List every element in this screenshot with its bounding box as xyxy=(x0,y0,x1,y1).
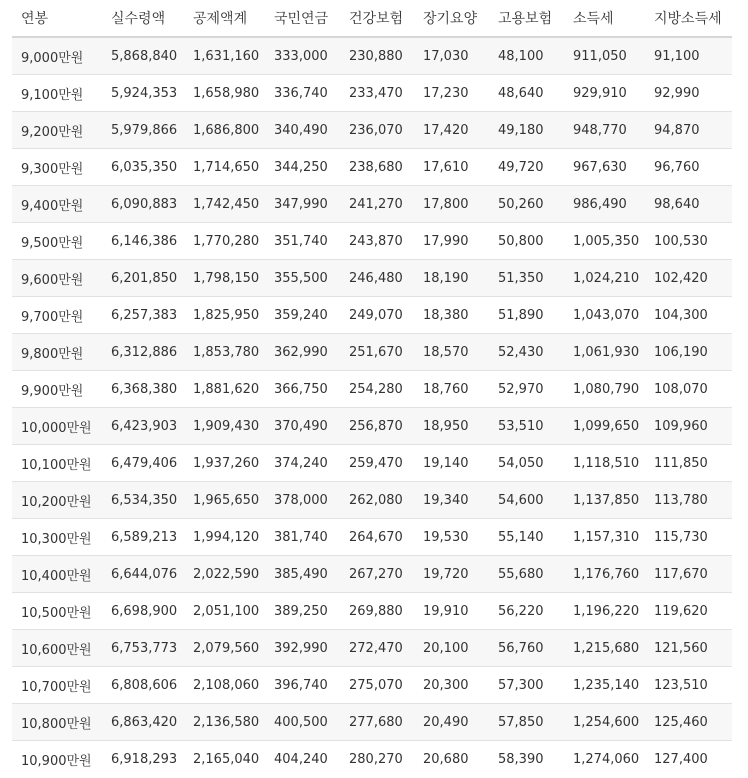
table-cell: 9,900만원 xyxy=(12,371,102,408)
table-cell: 381,740 xyxy=(265,519,340,556)
table-cell: 241,270 xyxy=(340,186,414,223)
table-cell: 56,760 xyxy=(489,630,564,667)
table-cell: 5,979,866 xyxy=(102,112,184,149)
table-cell: 10,100만원 xyxy=(12,445,102,482)
table-cell: 20,100 xyxy=(414,630,489,667)
table-cell: 344,250 xyxy=(265,149,340,186)
table-cell: 104,300 xyxy=(645,297,732,334)
table-cell: 366,750 xyxy=(265,371,340,408)
table-row xyxy=(12,75,732,112)
table-cell: 17,420 xyxy=(414,112,489,149)
table-cell: 262,080 xyxy=(340,482,414,519)
table-cell: 48,100 xyxy=(489,37,564,75)
table-cell: 264,670 xyxy=(340,519,414,556)
table-cell: 6,146,386 xyxy=(102,223,184,260)
table-cell: 19,910 xyxy=(414,593,489,630)
table-cell: 2,165,040 xyxy=(184,741,265,778)
table-cell: 333,000 xyxy=(265,37,340,75)
table-row xyxy=(12,482,732,519)
table-cell: 109,960 xyxy=(645,408,732,445)
table-row xyxy=(12,297,732,334)
table-cell: 400,500 xyxy=(265,704,340,741)
table-cell: 10,700만원 xyxy=(12,667,102,704)
table-cell: 56,220 xyxy=(489,593,564,630)
table-cell: 251,670 xyxy=(340,334,414,371)
table-cell: 102,420 xyxy=(645,260,732,297)
table-cell: 108,070 xyxy=(645,371,732,408)
table-cell: 20,680 xyxy=(414,741,489,778)
table-cell: 355,500 xyxy=(265,260,340,297)
table-cell: 55,140 xyxy=(489,519,564,556)
table-cell: 6,863,420 xyxy=(102,704,184,741)
table-cell: 1,196,220 xyxy=(564,593,645,630)
table-cell: 54,050 xyxy=(489,445,564,482)
table-cell: 10,300만원 xyxy=(12,519,102,556)
table-cell: 10,400만원 xyxy=(12,556,102,593)
table-row xyxy=(12,223,732,260)
table-cell: 20,490 xyxy=(414,704,489,741)
table-cell: 92,990 xyxy=(645,75,732,112)
table-cell: 51,350 xyxy=(489,260,564,297)
header-salary: 연봉 xyxy=(12,0,102,37)
table-cell: 6,035,350 xyxy=(102,149,184,186)
table-cell: 1,235,140 xyxy=(564,667,645,704)
table-cell: 1,658,980 xyxy=(184,75,265,112)
table-cell: 280,270 xyxy=(340,741,414,778)
table-cell: 243,870 xyxy=(340,223,414,260)
table-cell: 19,720 xyxy=(414,556,489,593)
header-health-insurance: 건강보험 xyxy=(340,0,414,37)
table-cell: 54,600 xyxy=(489,482,564,519)
table-cell: 1,714,650 xyxy=(184,149,265,186)
table-cell: 929,910 xyxy=(564,75,645,112)
table-cell: 111,850 xyxy=(645,445,732,482)
table-cell: 396,740 xyxy=(265,667,340,704)
table-row xyxy=(12,112,732,149)
table-cell: 267,270 xyxy=(340,556,414,593)
table-cell: 911,050 xyxy=(564,37,645,75)
table-cell: 2,051,100 xyxy=(184,593,265,630)
table-cell: 121,560 xyxy=(645,630,732,667)
table-cell: 9,300만원 xyxy=(12,149,102,186)
table-cell: 57,300 xyxy=(489,667,564,704)
table-cell: 1,825,950 xyxy=(184,297,265,334)
table-cell: 91,100 xyxy=(645,37,732,75)
table-cell: 362,990 xyxy=(265,334,340,371)
table-cell: 18,760 xyxy=(414,371,489,408)
table-cell: 10,800만원 xyxy=(12,704,102,741)
table-cell: 57,850 xyxy=(489,704,564,741)
table-cell: 1,024,210 xyxy=(564,260,645,297)
table-cell: 5,868,840 xyxy=(102,37,184,75)
table-cell: 347,990 xyxy=(265,186,340,223)
table-cell: 17,800 xyxy=(414,186,489,223)
table-cell: 19,530 xyxy=(414,519,489,556)
table-cell: 19,340 xyxy=(414,482,489,519)
table-row xyxy=(12,408,732,445)
table-cell: 236,070 xyxy=(340,112,414,149)
table-cell: 389,250 xyxy=(265,593,340,630)
table-cell: 404,240 xyxy=(265,741,340,778)
table-cell: 6,368,380 xyxy=(102,371,184,408)
table-row xyxy=(12,149,732,186)
table-cell: 6,201,850 xyxy=(102,260,184,297)
table-cell: 125,460 xyxy=(645,704,732,741)
table-cell: 1,099,650 xyxy=(564,408,645,445)
table-cell: 18,570 xyxy=(414,334,489,371)
table-cell: 1,274,060 xyxy=(564,741,645,778)
table-cell: 238,680 xyxy=(340,149,414,186)
table-row xyxy=(12,334,732,371)
table-cell: 58,390 xyxy=(489,741,564,778)
header-long-term-care: 장기요양 xyxy=(414,0,489,37)
table-cell: 10,000만원 xyxy=(12,408,102,445)
table-row xyxy=(12,704,732,741)
table-row xyxy=(12,556,732,593)
table-cell: 1,937,260 xyxy=(184,445,265,482)
table-cell: 272,470 xyxy=(340,630,414,667)
table-cell: 6,698,900 xyxy=(102,593,184,630)
table-cell: 1,686,800 xyxy=(184,112,265,149)
table-row xyxy=(12,37,732,75)
table-cell: 1,043,070 xyxy=(564,297,645,334)
table-cell: 2,136,580 xyxy=(184,704,265,741)
table-cell: 1,742,450 xyxy=(184,186,265,223)
table-cell: 233,470 xyxy=(340,75,414,112)
table-cell: 370,490 xyxy=(265,408,340,445)
header-net-pay: 실수령액 xyxy=(102,0,184,37)
table-cell: 6,534,350 xyxy=(102,482,184,519)
table-cell: 6,589,213 xyxy=(102,519,184,556)
table-cell: 17,610 xyxy=(414,149,489,186)
table-row xyxy=(12,519,732,556)
table-cell: 359,240 xyxy=(265,297,340,334)
table-cell: 378,000 xyxy=(265,482,340,519)
table-cell: 6,423,903 xyxy=(102,408,184,445)
table-cell: 94,870 xyxy=(645,112,732,149)
table-cell: 275,070 xyxy=(340,667,414,704)
header-employment-insurance: 고용보험 xyxy=(489,0,564,37)
table-cell: 1,061,930 xyxy=(564,334,645,371)
table-cell: 119,620 xyxy=(645,593,732,630)
table-row xyxy=(12,445,732,482)
table-cell: 9,700만원 xyxy=(12,297,102,334)
table-cell: 6,808,606 xyxy=(102,667,184,704)
table-cell: 49,180 xyxy=(489,112,564,149)
table-row xyxy=(12,186,732,223)
table-row xyxy=(12,741,732,778)
table-cell: 6,644,076 xyxy=(102,556,184,593)
table-cell: 1,118,510 xyxy=(564,445,645,482)
table-cell: 254,280 xyxy=(340,371,414,408)
table-cell: 1,176,760 xyxy=(564,556,645,593)
table-cell: 96,760 xyxy=(645,149,732,186)
table-cell: 2,022,590 xyxy=(184,556,265,593)
table-cell: 259,470 xyxy=(340,445,414,482)
table-cell: 18,380 xyxy=(414,297,489,334)
table-cell: 1,005,350 xyxy=(564,223,645,260)
table-cell: 106,190 xyxy=(645,334,732,371)
table-row xyxy=(12,630,732,667)
table-cell: 1,770,280 xyxy=(184,223,265,260)
table-cell: 230,880 xyxy=(340,37,414,75)
table-cell: 340,490 xyxy=(265,112,340,149)
table-cell: 1,994,120 xyxy=(184,519,265,556)
table-cell: 6,918,293 xyxy=(102,741,184,778)
table-cell: 55,680 xyxy=(489,556,564,593)
table-cell: 48,640 xyxy=(489,75,564,112)
table-cell: 1,798,150 xyxy=(184,260,265,297)
table-cell: 53,510 xyxy=(489,408,564,445)
table-cell: 1,215,680 xyxy=(564,630,645,667)
table-cell: 6,090,883 xyxy=(102,186,184,223)
table-cell: 269,880 xyxy=(340,593,414,630)
table-row xyxy=(12,260,732,297)
header-total-deduction: 공제액계 xyxy=(184,0,265,37)
table-cell: 19,140 xyxy=(414,445,489,482)
table-cell: 6,257,383 xyxy=(102,297,184,334)
table-row xyxy=(12,593,732,630)
table-cell: 249,070 xyxy=(340,297,414,334)
table-cell: 1,157,310 xyxy=(564,519,645,556)
table-cell: 98,640 xyxy=(645,186,732,223)
table-cell: 9,800만원 xyxy=(12,334,102,371)
table-cell: 1,881,620 xyxy=(184,371,265,408)
header-local-income-tax: 지방소득세 xyxy=(645,0,732,37)
table-cell: 10,600만원 xyxy=(12,630,102,667)
table-cell: 1,965,650 xyxy=(184,482,265,519)
table-cell: 6,312,886 xyxy=(102,334,184,371)
table-cell: 49,720 xyxy=(489,149,564,186)
table-cell: 277,680 xyxy=(340,704,414,741)
table-cell: 1,137,850 xyxy=(564,482,645,519)
table-cell: 20,300 xyxy=(414,667,489,704)
table-cell: 986,490 xyxy=(564,186,645,223)
header-income-tax: 소득세 xyxy=(564,0,645,37)
table-cell: 123,510 xyxy=(645,667,732,704)
table-cell: 6,753,773 xyxy=(102,630,184,667)
table-cell: 1,909,430 xyxy=(184,408,265,445)
table-cell: 10,200만원 xyxy=(12,482,102,519)
table-cell: 9,200만원 xyxy=(12,112,102,149)
table-cell: 2,108,060 xyxy=(184,667,265,704)
table-cell: 113,780 xyxy=(645,482,732,519)
header-national-pension: 국민연금 xyxy=(265,0,340,37)
table-cell: 256,870 xyxy=(340,408,414,445)
table-cell: 10,900만원 xyxy=(12,741,102,778)
table-cell: 115,730 xyxy=(645,519,732,556)
table-cell: 392,990 xyxy=(265,630,340,667)
table-cell: 100,530 xyxy=(645,223,732,260)
table-cell: 246,480 xyxy=(340,260,414,297)
table-cell: 948,770 xyxy=(564,112,645,149)
table-cell: 9,400만원 xyxy=(12,186,102,223)
table-cell: 336,740 xyxy=(265,75,340,112)
table-cell: 52,430 xyxy=(489,334,564,371)
salary-table xyxy=(12,0,732,777)
table-row xyxy=(12,667,732,704)
table-cell: 374,240 xyxy=(265,445,340,482)
table-cell: 50,260 xyxy=(489,186,564,223)
table-cell: 9,000만원 xyxy=(12,37,102,75)
table-cell: 10,500만원 xyxy=(12,593,102,630)
table-cell: 6,479,406 xyxy=(102,445,184,482)
table-row xyxy=(12,371,732,408)
table-cell: 1,080,790 xyxy=(564,371,645,408)
table-cell: 17,030 xyxy=(414,37,489,75)
table-cell: 9,100만원 xyxy=(12,75,102,112)
table-cell: 18,950 xyxy=(414,408,489,445)
table-cell: 5,924,353 xyxy=(102,75,184,112)
table-cell: 17,990 xyxy=(414,223,489,260)
table-header-row xyxy=(12,0,732,37)
table-cell: 17,230 xyxy=(414,75,489,112)
table-cell: 117,670 xyxy=(645,556,732,593)
table-cell: 1,631,160 xyxy=(184,37,265,75)
table-cell: 1,853,780 xyxy=(184,334,265,371)
table-cell: 9,500만원 xyxy=(12,223,102,260)
table-body xyxy=(12,37,732,777)
table-cell: 52,970 xyxy=(489,371,564,408)
table-cell: 51,890 xyxy=(489,297,564,334)
table-cell: 127,400 xyxy=(645,741,732,778)
table-cell: 2,079,560 xyxy=(184,630,265,667)
table-cell: 351,740 xyxy=(265,223,340,260)
table-cell: 385,490 xyxy=(265,556,340,593)
table-cell: 1,254,600 xyxy=(564,704,645,741)
salary-table-container xyxy=(12,0,732,777)
table-cell: 18,190 xyxy=(414,260,489,297)
table-cell: 50,800 xyxy=(489,223,564,260)
table-cell: 967,630 xyxy=(564,149,645,186)
table-cell: 9,600만원 xyxy=(12,260,102,297)
